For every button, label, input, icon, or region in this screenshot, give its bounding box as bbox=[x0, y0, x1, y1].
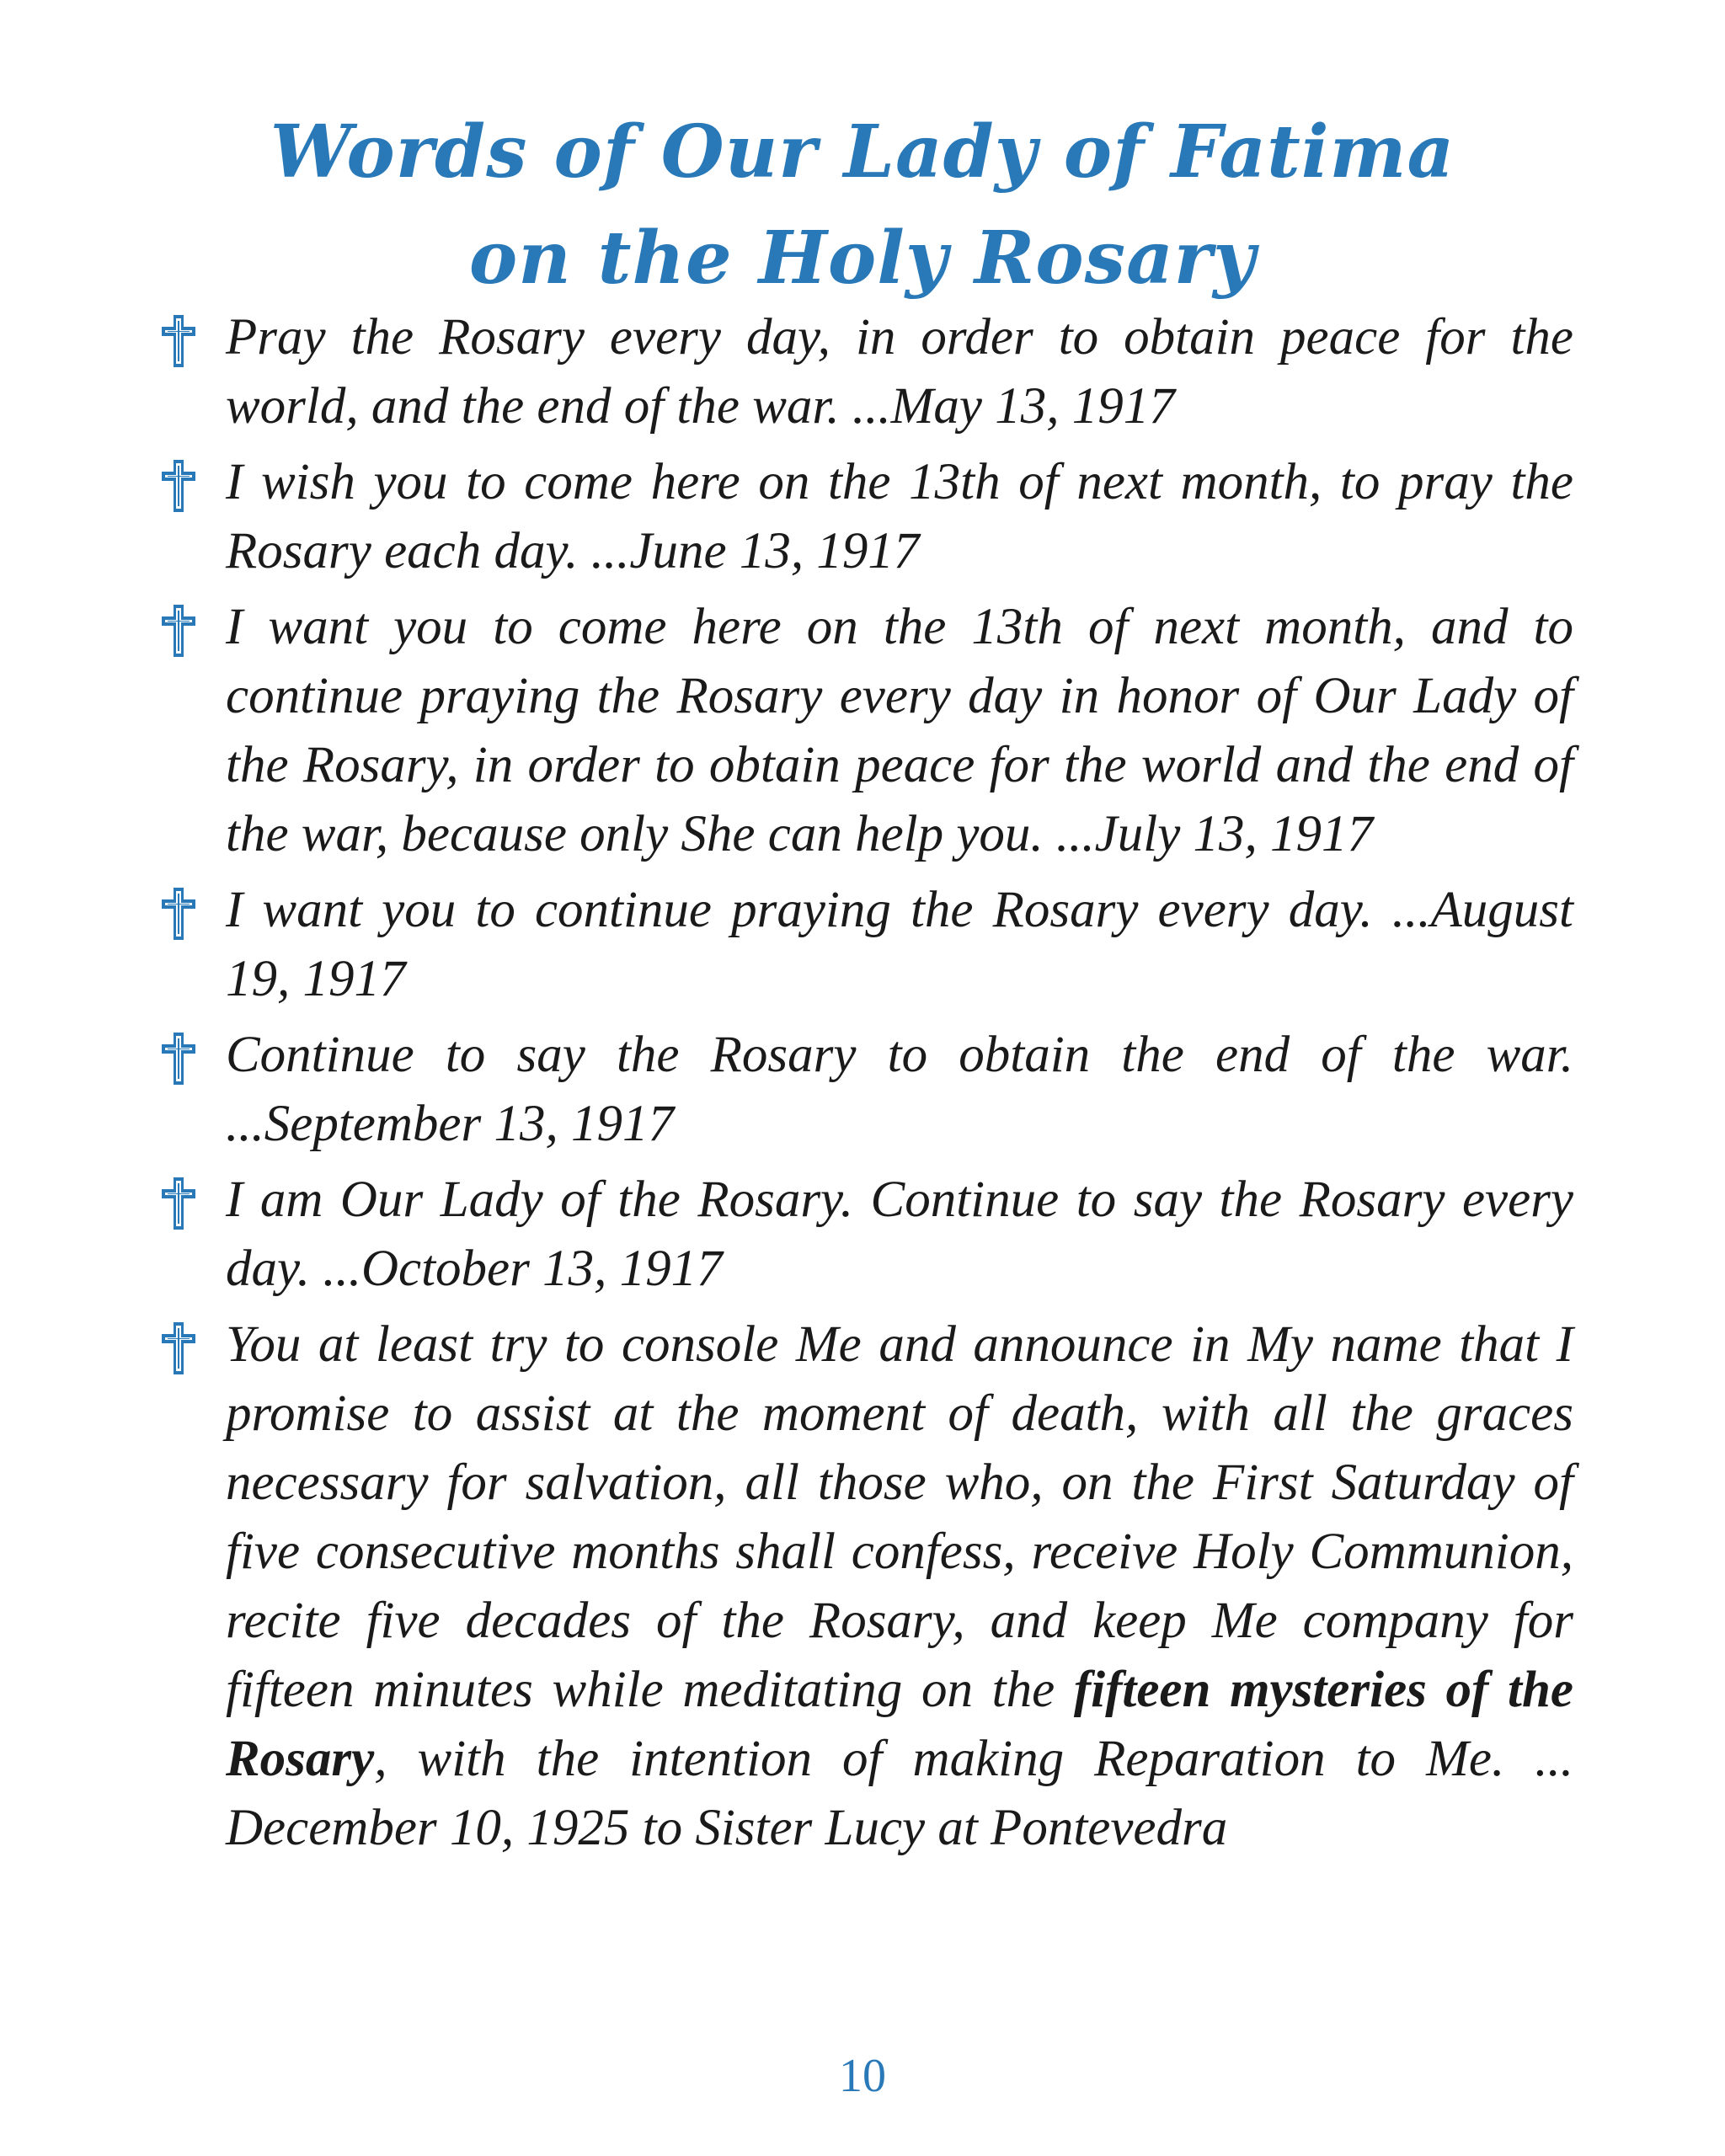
quote-item bbox=[158, 1021, 1573, 1159]
page-title bbox=[0, 99, 1725, 312]
quote-text: I am Our Lady of the Rosary. Continue to say the Rosary every day. ...October 13, 1917 bbox=[226, 1171, 1573, 1297]
quote-item bbox=[158, 593, 1573, 869]
quote-text: Continue to say the Rosary to obtain the end of the war. ...September 13, 1917 bbox=[226, 1027, 1573, 1152]
quote-item bbox=[158, 1310, 1573, 1863]
quote-item bbox=[158, 448, 1573, 586]
title-line-2: on the Holy Rosary bbox=[468, 216, 1257, 301]
latin-cross-icon bbox=[158, 313, 199, 369]
title-line-1: Words of Our Lady of Fatima bbox=[270, 109, 1455, 195]
latin-cross-icon bbox=[158, 603, 199, 659]
quote-emphasis: fifteen mysteries of the Rosary bbox=[226, 1662, 1573, 1787]
quote-text: Pray the Rosary every day, in order to obtain peace for the world, and the end of the war. ...May 13, 1917 bbox=[226, 309, 1573, 435]
quote-text: , with the intention of making Reparation to Me. ... December 10, 1925 to Sister Lucy at Pontevedra bbox=[226, 1731, 1573, 1856]
quote-text: I want you to come here on the 13th of next month, and to continue praying the Rosary every day in honor of Our Lady of the Rosary, in order to obtain peace for the world and the end of the war, because only She can help you. ...July 13, 1917 bbox=[226, 599, 1573, 862]
latin-cross-icon bbox=[158, 1176, 199, 1231]
quote-item bbox=[158, 303, 1573, 441]
quote-text: I want you to continue praying the Rosary every day. ...August 19, 1917 bbox=[226, 882, 1573, 1007]
latin-cross-icon bbox=[158, 1031, 199, 1086]
quote-item bbox=[158, 876, 1573, 1014]
quote-item bbox=[158, 1166, 1573, 1304]
quote-text: You at least try to console Me and announce in My name that I promise to assist at the moment of death, with all the graces necessary for salvation, all those who, on the First Saturday of five consecutive months shall confess, receive Holy Communion, recite five decades of the Rosary, and keep Me company for fifteen minutes while meditating on the bbox=[226, 1316, 1573, 1718]
page-number: 10 bbox=[839, 2050, 886, 2102]
quote-text: I wish you to come here on the 13th of next month, to pray the Rosary each day. ...June 13, 1917 bbox=[226, 454, 1573, 579]
quote-list bbox=[158, 303, 1573, 1870]
latin-cross-icon bbox=[158, 886, 199, 942]
latin-cross-icon bbox=[158, 1321, 199, 1376]
latin-cross-icon bbox=[158, 458, 199, 514]
